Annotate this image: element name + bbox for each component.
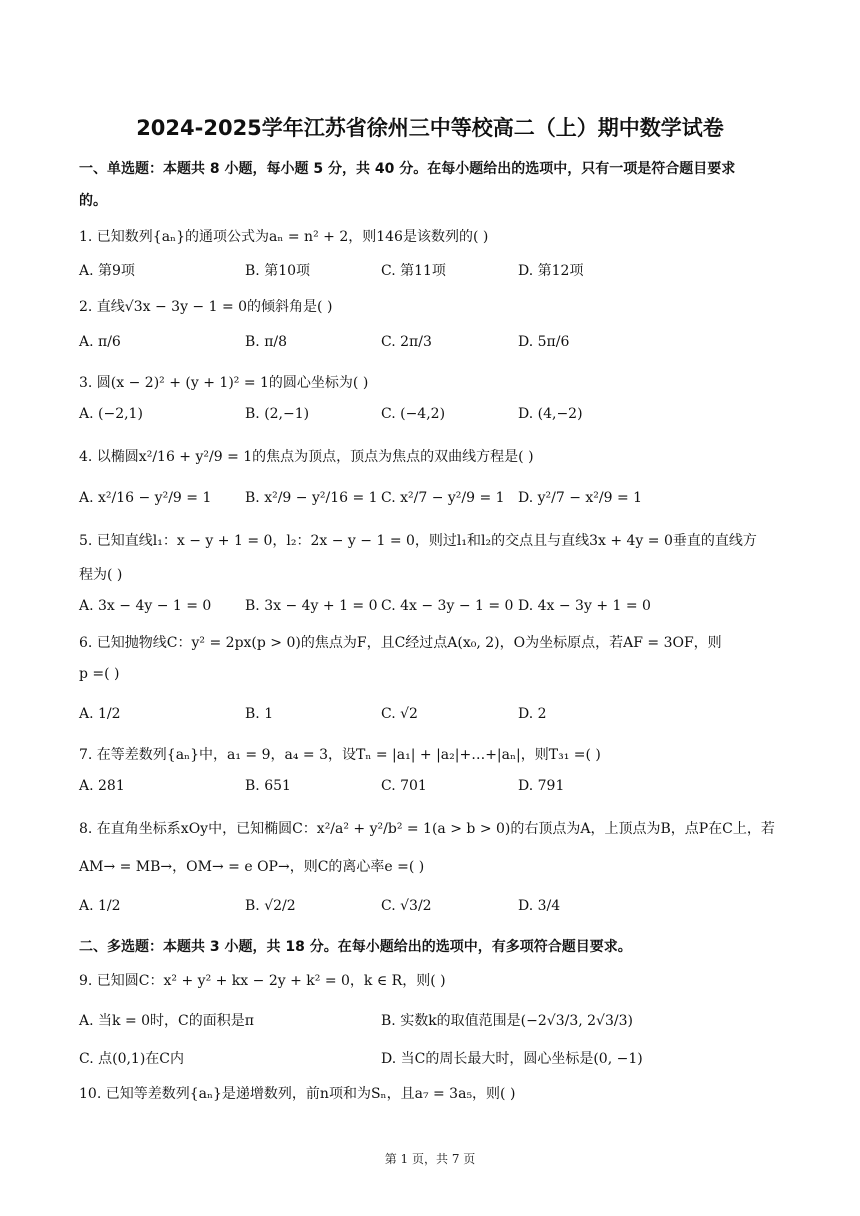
question-2: 2. 直线√3x − 3y − 1 = 0的倾斜角是( ) <box>79 299 333 315</box>
question-8-cont: AM→ = MB→，OM→ = e OP→，则C的离心率e =( ) <box>79 859 425 875</box>
q4-option-d: D. y²/7 − x²/9 = 1 <box>518 490 643 506</box>
q8-option-a: A. 1/2 <box>79 898 121 914</box>
question-1: 1. 已知数列{aₙ}的通项公式为aₙ = n² + 2，则146是该数列的( ) <box>79 229 489 245</box>
q2-option-d: D. 5π/6 <box>518 334 570 350</box>
q8-option-c: C. √3/2 <box>381 898 432 914</box>
q4-option-a: A. x²/16 − y²/9 = 1 <box>79 490 212 506</box>
question-5-cont: 程为( ) <box>79 567 123 583</box>
q5-option-a: A. 3x − 4y − 1 = 0 <box>79 598 212 614</box>
question-9: 9. 已知圆C：x² + y² + kx − 2y + k² = 0，k ∈ R，则( ) <box>79 973 446 989</box>
page-title: 2024-2025学年江苏省徐州三中等校高二（上）期中数学试卷 <box>136 116 724 140</box>
q6-option-c: C. √2 <box>381 706 418 722</box>
q3-option-a: A. (−2,1) <box>79 406 143 422</box>
question-6: 6. 已知抛物线C：y² = 2px(p > 0)的焦点为F，且C经过点A(x₀, 2)，O为坐标原点，若AF = 3OF，则 <box>79 635 722 651</box>
q3-option-c: C. (−4,2) <box>381 406 446 422</box>
q5-option-d: D. 4x − 3y + 1 = 0 <box>518 598 651 614</box>
q9-option-a: A. 当k = 0时，C的面积是π <box>79 1013 254 1029</box>
question-5: 5. 已知直线l₁：x − y + 1 = 0，l₂：2x − y − 1 = 0，则过l₁和l₂的交点且与直线3x + 4y = 0垂直的直线方 <box>79 533 757 549</box>
q5-option-b: B. 3x − 4y + 1 = 0 <box>245 598 378 614</box>
section-heading-single-choice-cont: 的。 <box>79 193 107 209</box>
q7-option-c: C. 701 <box>381 778 427 794</box>
q9-option-c: C. 点(0,1)在C内 <box>79 1051 185 1067</box>
question-6-cont: p =( ) <box>79 666 120 682</box>
q2-option-c: C. 2π/3 <box>381 334 432 350</box>
question-4: 4. 以椭圆x²/16 + y²/9 = 1的焦点为顶点，顶点为焦点的双曲线方程是( ) <box>79 449 534 465</box>
q7-option-d: D. 791 <box>518 778 565 794</box>
q8-option-d: D. 3/4 <box>518 898 561 914</box>
q7-option-b: B. 651 <box>245 778 291 794</box>
q4-option-b: B. x²/9 − y²/16 = 1 <box>245 490 378 506</box>
q6-option-d: D. 2 <box>518 706 547 722</box>
q6-option-a: A. 1/2 <box>79 706 121 722</box>
q4-option-c: C. x²/7 − y²/9 = 1 <box>381 490 505 506</box>
question-8: 8. 在直角坐标系xOy中，已知椭圆C：x²/a² + y²/b² = 1(a > b > 0)的右顶点为A，上顶点为B，点P在C上，若 <box>79 821 775 837</box>
q1-option-b: B. 第10项 <box>245 263 311 279</box>
q3-option-d: D. (4,−2) <box>518 406 583 422</box>
q3-option-b: B. (2,−1) <box>245 406 310 422</box>
q9-option-b: B. 实数k的取值范围是(−2√3/3, 2√3/3) <box>381 1013 633 1029</box>
section-heading-multi-choice: 二、多选题：本题共 3 小题，共 18 分。在每小题给出的选项中，有多项符合题目要求。 <box>79 939 632 955</box>
page-footer: 第 1 页，共 7 页 <box>384 1152 476 1166</box>
q2-option-a: A. π/6 <box>79 334 121 350</box>
q9-option-d: D. 当C的周长最大时，圆心坐标是(0, −1) <box>381 1051 643 1067</box>
q5-option-c: C. 4x − 3y − 1 = 0 <box>381 598 514 614</box>
q1-option-c: C. 第11项 <box>381 263 446 279</box>
q8-option-b: B. √2/2 <box>245 898 296 914</box>
q2-option-b: B. π/8 <box>245 334 288 350</box>
q1-option-d: D. 第12项 <box>518 263 584 279</box>
q6-option-b: B. 1 <box>245 706 274 722</box>
question-10: 10. 已知等差数列{aₙ}是递增数列，前n项和为Sₙ，且a₇ = 3a₅，则( ) <box>79 1086 516 1102</box>
q1-option-a: A. 第9项 <box>79 263 135 279</box>
question-3: 3. 圆(x − 2)² + (y + 1)² = 1的圆心坐标为( ) <box>79 375 369 391</box>
section-heading-single-choice: 一、单选题：本题共 8 小题，每小题 5 分，共 40 分。在每小题给出的选项中，只有一项是符合题目要求 <box>79 161 736 177</box>
q7-option-a: A. 281 <box>79 778 125 794</box>
question-7: 7. 在等差数列{aₙ}中，a₁ = 9，a₄ = 3，设Tₙ = |a₁| + |a₂|+…+|aₙ|，则T₃₁ =( ) <box>79 747 601 763</box>
